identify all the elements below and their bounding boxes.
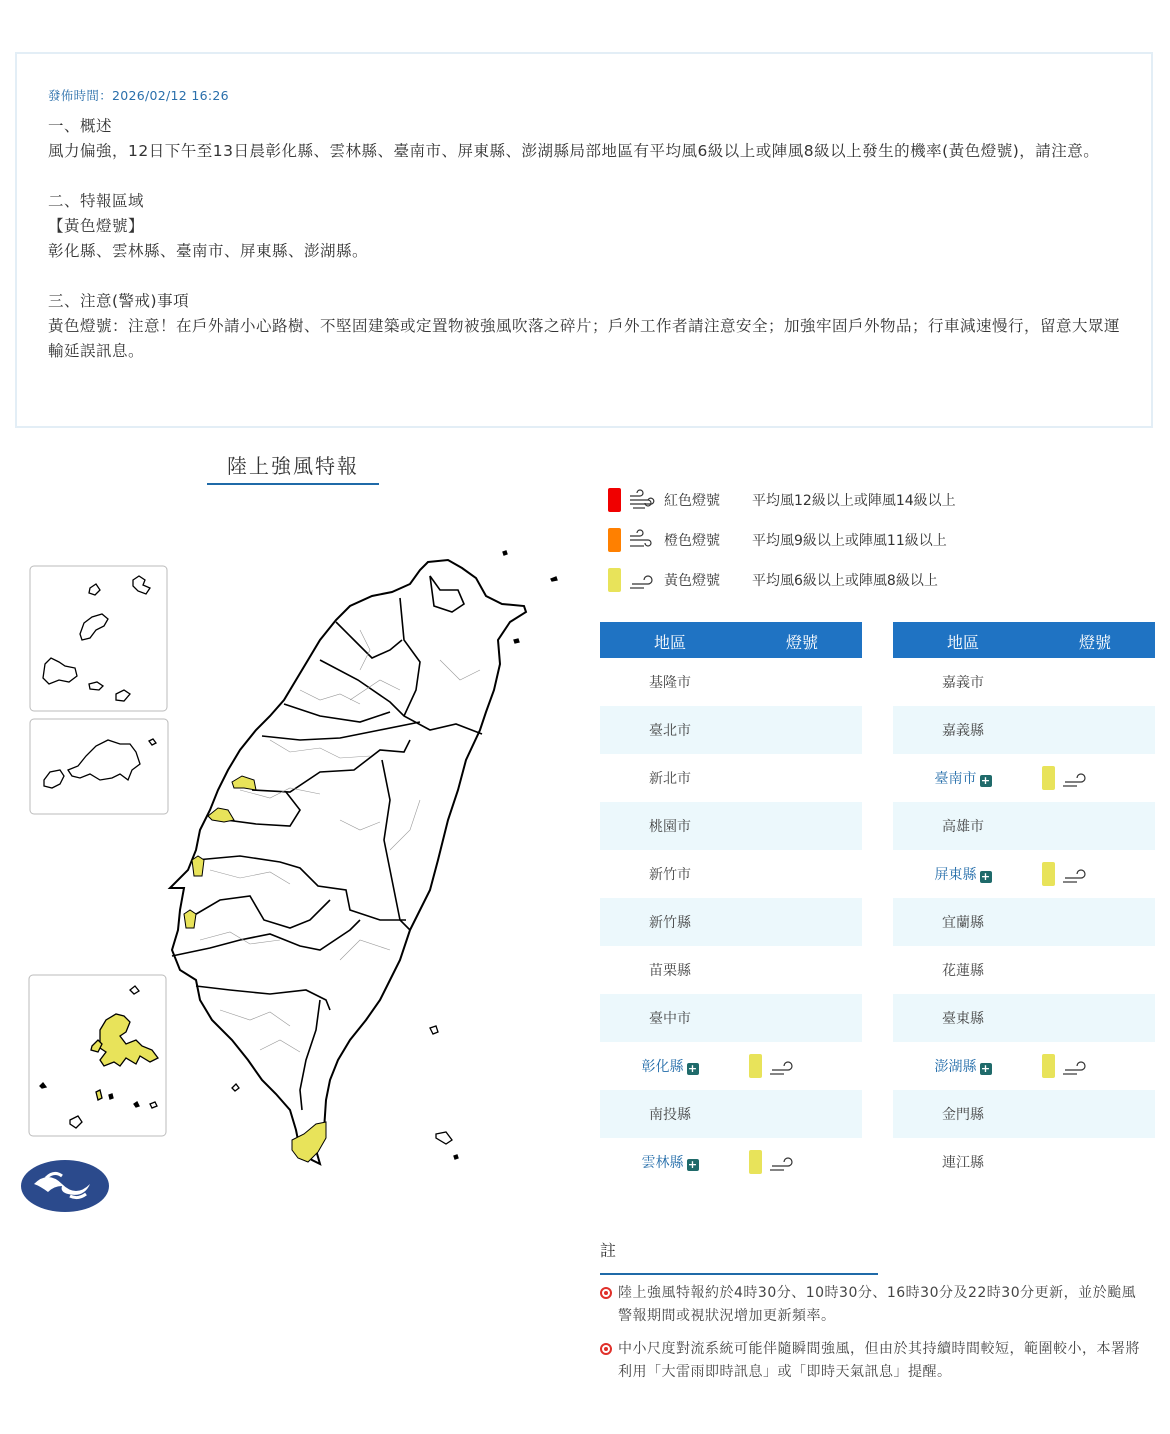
region-table-left (600, 622, 862, 1186)
table-row (600, 658, 862, 706)
region-name (600, 1104, 740, 1124)
light-wind-icon (1061, 1056, 1089, 1078)
cwa-logo (21, 1160, 109, 1212)
region-name (893, 960, 1033, 980)
region-label: 南投縣 (649, 1107, 691, 1123)
taiwan-warning-map (0, 480, 580, 1220)
region-name (893, 672, 1033, 692)
issue-time: 發佈時間：2026/02/12 16:26 (48, 88, 229, 103)
strong-wind-icon (628, 488, 656, 512)
table-row (893, 994, 1155, 1042)
region-label: 基隆市 (649, 675, 691, 691)
note-text: 中小尺度對流系統可能伴隨瞬間強風，但由於其持續時間較短，範圍較小，本署將利用「大雷雨即時訊息」或「即時天氣訊息」提醒。 (618, 1341, 1140, 1380)
bulletin-body (48, 114, 1128, 364)
table-row (893, 658, 1155, 706)
table-header (893, 622, 1155, 658)
bullet-icon (600, 1287, 612, 1299)
table-row (893, 754, 1155, 802)
table-row (600, 1090, 862, 1138)
legend-red-name: 紅色燈號 (664, 493, 720, 509)
note-item (600, 1338, 1145, 1384)
region-name[interactable] (600, 1056, 740, 1076)
region-label: 花蓮縣 (942, 963, 984, 979)
region-name (600, 720, 740, 740)
region-label: 連江縣 (942, 1155, 984, 1171)
table-row (893, 898, 1155, 946)
light-wind-icon (768, 1056, 796, 1078)
table-row (893, 1042, 1155, 1090)
table-row (600, 802, 862, 850)
light-wind-icon (1061, 864, 1089, 886)
table-row (600, 754, 862, 802)
region-label: 桃園市 (649, 819, 691, 835)
map-title: 陸上強風特報 (207, 450, 379, 485)
light-wind-icon (768, 1152, 796, 1174)
expand-plus-icon[interactable]: + (687, 1158, 698, 1171)
region-name[interactable] (893, 864, 1033, 884)
region-label: 苗栗縣 (649, 963, 691, 979)
region-label: 新竹縣 (649, 915, 691, 931)
region-label[interactable]: 澎湖縣 (934, 1059, 977, 1075)
notes-title: 註 (600, 1238, 878, 1275)
region-name (893, 816, 1033, 836)
region-name (600, 672, 740, 692)
caution-heading: 三、注意(警戒)事項 (48, 292, 190, 310)
region-label: 高雄市 (942, 819, 984, 835)
col-region-header: 地區 (654, 633, 687, 652)
region-label[interactable]: 彰化縣 (641, 1059, 684, 1075)
table-row (600, 1138, 862, 1186)
region-name[interactable] (893, 1056, 1033, 1076)
light-wind-icon (1061, 768, 1089, 790)
table-row (600, 994, 862, 1042)
legend-yellow-name: 黃色燈號 (664, 573, 720, 589)
note-item (600, 1282, 1145, 1328)
region-name[interactable] (893, 768, 1033, 788)
region-label[interactable]: 雲林縣 (641, 1155, 684, 1171)
yellow-signal-bar (749, 1054, 762, 1078)
area-heading: 二、特報區域 (48, 192, 145, 210)
region-name (600, 1008, 740, 1028)
table-row (600, 946, 862, 994)
medium-wind-icon (628, 528, 656, 552)
region-name[interactable] (600, 1152, 740, 1172)
region-label: 臺東縣 (942, 1011, 984, 1027)
table-row (893, 706, 1155, 754)
region-label: 宜蘭縣 (942, 915, 984, 931)
region-name (600, 960, 740, 980)
yellow-signal-bar (749, 1150, 762, 1174)
region-label: 嘉義市 (942, 675, 984, 691)
taiwan-island-outline (170, 560, 526, 1164)
region-table-right (893, 622, 1155, 1186)
table-row (893, 850, 1155, 898)
col-region-header: 地區 (947, 633, 980, 652)
region-name (893, 1008, 1033, 1028)
table-header (600, 622, 862, 658)
expand-plus-icon[interactable]: + (687, 1062, 698, 1075)
region-label: 新竹市 (649, 867, 691, 883)
region-name (893, 720, 1033, 740)
expand-plus-icon[interactable]: + (980, 1062, 991, 1075)
overview-heading: 一、概述 (48, 117, 113, 135)
area-text: 彰化縣、雲林縣、臺南市、屏東縣、澎湖縣。 (48, 242, 369, 260)
region-name (893, 1104, 1033, 1124)
tainan-highlight (184, 910, 196, 928)
table-row (600, 1042, 862, 1090)
region-name (600, 768, 740, 788)
region-name (600, 864, 740, 884)
bullet-icon (600, 1343, 612, 1355)
region-label: 臺北市 (649, 723, 691, 739)
region-label: 臺中市 (649, 1011, 691, 1027)
orange-swatch (608, 528, 621, 552)
overview-text: 風力偏強，12日下午至13日晨彰化縣、雲林縣、臺南市、屏東縣、澎湖縣局部地區有平均風6級以上或陣風8級以上發生的機率(黃色燈號)，請注意。 (48, 142, 1100, 160)
legend-orange-desc: 平均風9級以上或陣風11級以上 (752, 533, 947, 549)
region-label: 金門縣 (942, 1107, 984, 1123)
region-name (893, 1152, 1033, 1172)
red-swatch (608, 488, 621, 512)
region-label[interactable]: 臺南市 (934, 771, 977, 787)
notes-list (600, 1282, 1145, 1394)
table-row (893, 1090, 1155, 1138)
caution-text: 黃色燈號：注意！在戶外請小心路樹、不堅固建築或定置物被強風吹落之碎片；戶外工作者請注意安全；加強牢固戶外物品；行車減速慢行，留意大眾運輸延誤訊息。 (48, 317, 1121, 360)
yellow-signal-bar (1042, 1054, 1055, 1078)
table-row (893, 802, 1155, 850)
table-row (600, 706, 862, 754)
table-row (600, 850, 862, 898)
yellow-signal-bar (1042, 766, 1055, 790)
legend-red-desc: 平均風12級以上或陣風14級以上 (752, 493, 956, 509)
region-label[interactable]: 屏東縣 (934, 867, 977, 883)
col-signal-header: 燈號 (1079, 633, 1112, 652)
light-wind-icon (628, 568, 656, 592)
expand-plus-icon[interactable]: + (980, 774, 991, 787)
yellow-signal-bar (1042, 862, 1055, 886)
note-text: 陸上強風特報約於4時30分、10時30分、16時30分及22時30分更新，並於颱風警報期間或視狀況增加更新頻率。 (618, 1285, 1137, 1324)
col-signal-header: 燈號 (786, 633, 819, 652)
region-name (600, 912, 740, 932)
area-signal: 【黃色燈號】 (48, 217, 145, 235)
expand-plus-icon[interactable]: + (980, 870, 991, 883)
yunlin-highlight (192, 856, 204, 876)
region-name (893, 912, 1033, 932)
yellow-swatch (608, 568, 621, 592)
table-row (893, 1138, 1155, 1186)
region-name (600, 816, 740, 836)
region-label: 嘉義縣 (942, 723, 984, 739)
region-label: 新北市 (649, 771, 691, 787)
legend-orange-name: 橙色燈號 (664, 533, 720, 549)
table-row (893, 946, 1155, 994)
table-row (600, 898, 862, 946)
bulletin-panel (15, 52, 1153, 428)
legend-yellow-desc: 平均風6級以上或陣風8級以上 (752, 573, 938, 589)
